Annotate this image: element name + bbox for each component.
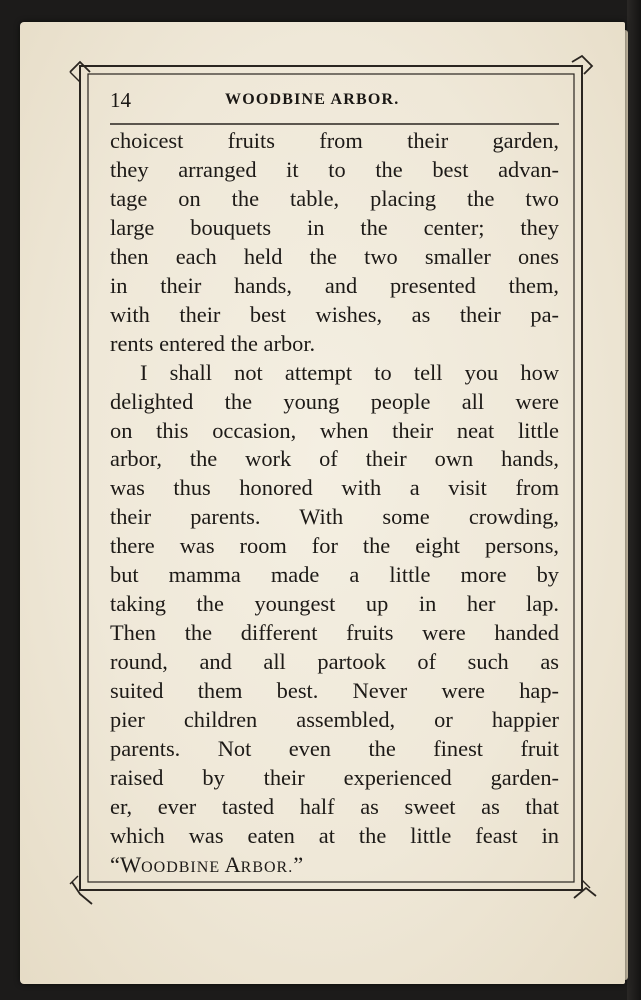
backdrop	[627, 0, 641, 1000]
closing-line	[110, 851, 559, 883]
text-line: taking the youngest up in her lap.	[110, 591, 559, 617]
text-line: er, ever tasted half as sweet as that	[110, 793, 559, 819]
text-line: Then the different fruits were handed	[110, 620, 559, 646]
text-line: there was room for the eight persons,	[110, 533, 559, 559]
text-line: round, and all partook of such as	[110, 649, 559, 675]
text-line: rents entered the arbor.	[110, 330, 316, 356]
text-line: choicest fruits from their garden,	[110, 128, 559, 153]
text-line: arbor, the work of their own hands,	[110, 446, 559, 472]
text-line: suited them best. Never were hap-	[110, 678, 559, 704]
small-caps-initial: A	[224, 851, 241, 877]
text-line: but mamma made a little more by	[110, 562, 559, 588]
small-caps-rest: RBOR.	[240, 858, 294, 876]
page-number: 14	[110, 88, 131, 112]
text-line: they arranged it to the best advan-	[110, 156, 559, 182]
text-line: was thus honored with a visit from	[110, 475, 559, 501]
small-caps-initial: W	[119, 851, 142, 877]
paragraph-start-line: I shall not attempt to tell you how	[140, 359, 559, 385]
close-quote: ”	[293, 851, 304, 877]
text-line: parents. Not even the finest fruit	[110, 736, 559, 762]
text-line: with their best wishes, as their pa-	[110, 301, 559, 327]
text-line: their parents. With some crowding,	[110, 504, 559, 530]
open-quote: “	[110, 851, 120, 877]
body-text	[110, 127, 559, 883]
text-line: delighted the young people all were	[110, 388, 559, 414]
page-header	[110, 86, 560, 118]
text-line: tage on the table, placing the two	[110, 185, 559, 211]
text-line: on this occasion, when their neat little	[110, 417, 559, 443]
running-head: WOODBINE ARBOR.	[225, 91, 400, 108]
text-line: then each held the two smaller ones	[110, 243, 559, 269]
text-line: raised by their experienced garden-	[110, 764, 559, 790]
small-caps-rest: OODBINE	[141, 858, 221, 876]
text-line: which was eaten at the little feast in	[110, 822, 559, 848]
text-line: in their hands, and presented them,	[110, 272, 559, 298]
text-line: large bouquets in the center; they	[110, 214, 559, 240]
text-line: pier children assembled, or happier	[110, 707, 559, 733]
